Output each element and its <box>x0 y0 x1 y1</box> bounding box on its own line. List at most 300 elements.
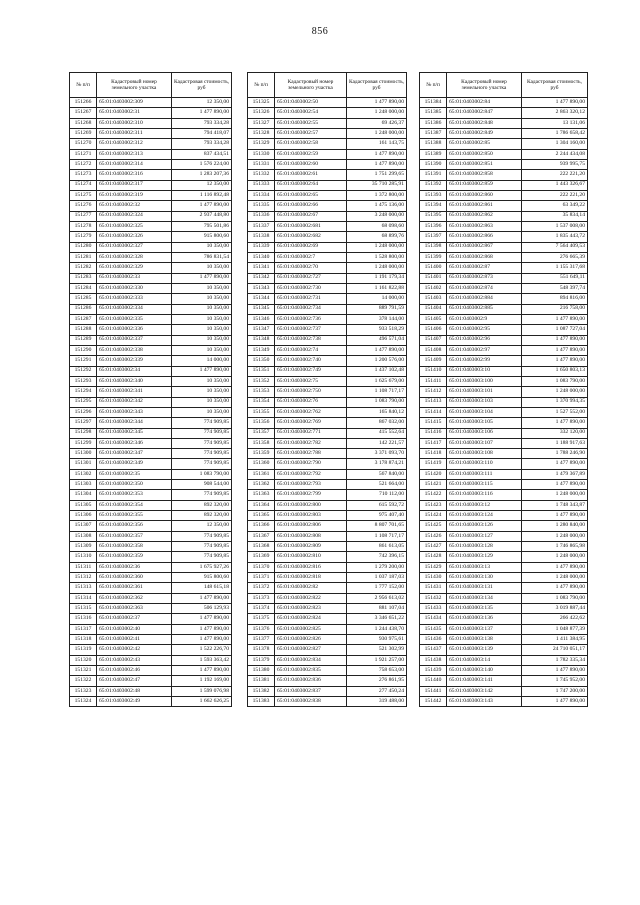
cadastral-value: 1 835 443,72 <box>522 232 588 242</box>
table-row <box>248 201 407 211</box>
table-row <box>70 469 232 479</box>
cadastral-number: 65:01:0403002:9 <box>447 314 522 324</box>
row-number: 151289 <box>70 335 97 345</box>
row-number: 151302 <box>70 469 97 479</box>
cadastral-value: 894 816,00 <box>522 294 588 304</box>
cadastral-value: 1 037 187,03 <box>347 573 407 583</box>
cadastral-value: 1 662 626,25 <box>172 697 232 707</box>
row-number: 151378 <box>248 645 275 655</box>
cadastral-number: 65:01:0403002:849 <box>447 128 522 138</box>
table-row <box>248 666 407 676</box>
row-number: 151404 <box>420 304 447 314</box>
cadastral-number: 65:01:0403002:64 <box>275 180 347 190</box>
table-row <box>248 128 407 138</box>
header-number: № п/п <box>70 73 97 98</box>
row-number: 151426 <box>420 531 447 541</box>
cadastral-value: 933 518,29 <box>347 325 407 335</box>
cadastral-value: 1 116 892,48 <box>172 190 232 200</box>
cadastral-value: 319 488,00 <box>347 697 407 707</box>
table-row <box>70 345 232 355</box>
cadastral-value: 2 244 434,08 <box>522 149 588 159</box>
cadastral-number: 65:01:0403002:858 <box>447 170 522 180</box>
cadastral-value: 1 108 717,17 <box>347 387 407 397</box>
cadastral-number: 65:01:0403002:354 <box>97 500 172 510</box>
table-row <box>70 655 232 665</box>
cadastral-value: 915 800,60 <box>172 573 232 583</box>
cadastral-value: 1 527 552,00 <box>522 407 588 417</box>
cadastral-number: 65:01:0403002:361 <box>97 583 172 593</box>
row-number: 151429 <box>420 562 447 572</box>
row-number: 151361 <box>248 469 275 479</box>
cadastral-value: 710 112,00 <box>347 490 407 500</box>
table-row <box>420 480 588 490</box>
row-number: 151356 <box>248 418 275 428</box>
row-number: 151329 <box>248 139 275 149</box>
cadastral-number: 65:01:0403002:54 <box>275 108 347 118</box>
cadastral-number: 65:01:0403003:13 <box>447 562 522 572</box>
table-row <box>420 428 588 438</box>
row-number: 151288 <box>70 325 97 335</box>
row-number: 151386 <box>420 118 447 128</box>
cadastral-number: 65:01:0403002:34 <box>97 366 172 376</box>
table-row <box>70 314 232 324</box>
row-number: 151420 <box>420 469 447 479</box>
row-number: 151291 <box>70 356 97 366</box>
cadastral-value: 12 350,00 <box>172 98 232 108</box>
cadastral-number: 65:01:0403002:69 <box>275 242 347 252</box>
table-row <box>248 449 407 459</box>
row-number: 151321 <box>70 666 97 676</box>
cadastral-number: 65:01:0403003:124 <box>447 511 522 521</box>
row-number: 151311 <box>70 562 97 572</box>
cadastral-number: 65:01:0403002:873 <box>447 273 522 283</box>
cadastral-value: 1 782 335,34 <box>522 655 588 665</box>
cadastral-value: 10 350,00 <box>172 335 232 345</box>
cadastral-value: 567 840,00 <box>347 469 407 479</box>
row-number: 151308 <box>70 531 97 541</box>
table-row <box>70 438 232 448</box>
row-number: 151315 <box>70 604 97 614</box>
cadastral-value: 1 477 890,00 <box>522 666 588 676</box>
table-row <box>248 294 407 304</box>
cadastral-number: 65:01:0403002:43 <box>97 655 172 665</box>
row-number: 151423 <box>420 500 447 510</box>
cadastral-number: 65:01:0403002:362 <box>97 593 172 603</box>
table-row <box>70 635 232 645</box>
cadastral-value: 1 200 576,00 <box>347 356 407 366</box>
cadastral-value: 14 000,00 <box>172 356 232 366</box>
table-row <box>70 676 232 686</box>
cadastral-value: 1 477 890,00 <box>522 459 588 469</box>
cadastral-number: 65:01:0403002:311 <box>97 128 172 138</box>
row-number: 151266 <box>70 98 97 108</box>
row-number: 151355 <box>248 407 275 417</box>
cadastral-number: 65:01:0403003:134 <box>447 593 522 603</box>
cadastral-value: 1 248 000,00 <box>522 573 588 583</box>
cadastral-value: 1 477 890,00 <box>522 697 588 707</box>
row-number: 151364 <box>248 500 275 510</box>
row-number: 151431 <box>420 583 447 593</box>
table-row <box>248 139 407 149</box>
cadastral-value: 1 248 000,00 <box>347 263 407 273</box>
table-row <box>70 428 232 438</box>
row-number: 151436 <box>420 635 447 645</box>
cadastral-value: 276 861,95 <box>347 676 407 686</box>
row-number: 151300 <box>70 449 97 459</box>
table-row <box>248 459 407 469</box>
cadastral-number: 65:01:0403002:328 <box>97 252 172 262</box>
row-number: 151347 <box>248 325 275 335</box>
row-number: 151301 <box>70 459 97 469</box>
row-number: 151267 <box>70 108 97 118</box>
cadastral-number: 65:01:0403002:58 <box>275 139 347 149</box>
cadastral-number: 65:01:0403003:136 <box>447 614 522 624</box>
cadastral-number: 65:01:0403003:100 <box>447 376 522 386</box>
table-row <box>248 159 407 169</box>
row-number: 151295 <box>70 397 97 407</box>
cadastral-number: 65:01:0403002:342 <box>97 397 172 407</box>
table-row <box>70 521 232 531</box>
cadastral-number: 65:01:0403003:127 <box>447 531 522 541</box>
cadastral-number: 65:01:0403003:116 <box>447 490 522 500</box>
cadastral-number: 65:01:0403002:340 <box>97 376 172 386</box>
cadastral-value: 1 248 000,00 <box>347 108 407 118</box>
cadastral-number: 65:01:0403002:355 <box>97 511 172 521</box>
table-row <box>420 314 588 324</box>
row-number: 151282 <box>70 263 97 273</box>
row-number: 151385 <box>420 108 447 118</box>
cadastral-number: 65:01:0403002:309 <box>97 98 172 108</box>
cadastral-value: 63 349,22 <box>522 201 588 211</box>
row-number: 151441 <box>420 686 447 696</box>
cadastral-number: 65:01:0403002:825 <box>275 624 347 634</box>
cadastral-number: 65:01:0403002:344 <box>97 418 172 428</box>
table-row <box>420 666 588 676</box>
cadastral-value: 1 248 000,00 <box>347 242 407 252</box>
cadastral-value: 8 807 701,65 <box>347 521 407 531</box>
cadastral-value: 774 909,85 <box>172 459 232 469</box>
cadastral-value: 1 522 226,70 <box>172 645 232 655</box>
table-row <box>248 511 407 521</box>
table-row <box>420 686 588 696</box>
cadastral-number: 65:01:0403002:810 <box>275 552 347 562</box>
table-row <box>420 325 588 335</box>
page-number: 856 <box>311 26 329 37</box>
cadastral-value: 1 477 890,00 <box>172 635 232 645</box>
row-number: 151303 <box>70 480 97 490</box>
row-number: 151326 <box>248 108 275 118</box>
table-row <box>420 418 588 428</box>
table-row <box>70 242 232 252</box>
cadastral-number: 65:01:0403003:137 <box>447 624 522 634</box>
cadastral-value: 774 909,85 <box>172 542 232 552</box>
cadastral-value: 892 320,00 <box>172 500 232 510</box>
table-row <box>248 314 407 324</box>
cadastral-number: 65:01:0403002:55 <box>275 118 347 128</box>
row-number: 151358 <box>248 438 275 448</box>
table-row <box>248 697 407 707</box>
cadastral-number: 65:01:0403002:36 <box>97 562 172 572</box>
cadastral-value: 69 426,37 <box>347 118 407 128</box>
table-row <box>420 242 588 252</box>
row-number: 151312 <box>70 573 97 583</box>
table-row <box>70 232 232 242</box>
table-row <box>420 614 588 624</box>
row-number: 151323 <box>70 686 97 696</box>
cadastral-number: 65:01:0403002:782 <box>275 438 347 448</box>
cadastral-number: 65:01:0403002:771 <box>275 428 347 438</box>
cadastral-number: 65:01:0403002:793 <box>275 480 347 490</box>
table-row <box>248 418 407 428</box>
table-row <box>420 108 588 118</box>
table-row <box>420 655 588 665</box>
row-number: 151299 <box>70 438 97 448</box>
row-number: 151338 <box>248 232 275 242</box>
cadastral-number: 65:01:0403002:727 <box>275 273 347 283</box>
cadastral-value: 10 350,00 <box>172 376 232 386</box>
cadastral-number: 65:01:0403003:128 <box>447 542 522 552</box>
cadastral-number: 65:01:0403002:61 <box>275 170 347 180</box>
table-row <box>70 252 232 262</box>
cadastral-value: 1 083 790,00 <box>522 593 588 603</box>
cadastral-number: 65:01:0403002:335 <box>97 314 172 324</box>
cadastral-value: 1 248 000,00 <box>522 531 588 541</box>
cadastral-number: 65:01:0403002:885 <box>447 304 522 314</box>
row-number: 151417 <box>420 438 447 448</box>
cadastral-value: 1 477 890,00 <box>172 366 232 376</box>
table-row <box>420 232 588 242</box>
table-row <box>248 232 407 242</box>
cadastral-number: 65:01:0403003:126 <box>447 521 522 531</box>
row-number: 151280 <box>70 242 97 252</box>
cadastral-number: 65:01:0403002:350 <box>97 480 172 490</box>
cadastral-number: 65:01:0403002:867 <box>447 242 522 252</box>
cadastral-number: 65:01:0403002:49 <box>97 697 172 707</box>
row-number: 151428 <box>420 552 447 562</box>
cadastral-number: 65:01:0403002:65 <box>275 190 347 200</box>
cadastral-number: 65:01:0403002:99 <box>447 356 522 366</box>
cadastral-number: 65:01:0403003:135 <box>447 604 522 614</box>
row-number: 151383 <box>248 697 275 707</box>
table-row <box>70 500 232 510</box>
row-number: 151330 <box>248 149 275 159</box>
row-number: 151410 <box>420 366 447 376</box>
cadastral-number: 65:01:0403002:681 <box>275 221 347 231</box>
cadastral-number: 65:01:0403002:823 <box>275 604 347 614</box>
table-row <box>420 201 588 211</box>
row-number: 151368 <box>248 542 275 552</box>
row-number: 151415 <box>420 418 447 428</box>
cadastral-number: 65:01:0403002:790 <box>275 459 347 469</box>
cadastral-number: 65:01:0403002:847 <box>447 108 522 118</box>
table-row <box>420 128 588 138</box>
cadastral-number: 65:01:0403002:95 <box>447 325 522 335</box>
table-row <box>70 356 232 366</box>
row-number: 151424 <box>420 511 447 521</box>
cadastral-value: 216 758,00 <box>522 304 588 314</box>
table-row <box>70 325 232 335</box>
table-row <box>70 511 232 521</box>
header-cadastral-number: Кадастровый номер земельного участка <box>275 73 347 98</box>
table-row <box>70 221 232 231</box>
table-row <box>420 98 588 108</box>
cadastral-value: 774 909,85 <box>172 438 232 448</box>
cadastral-number: 65:01:0403003:101 <box>447 387 522 397</box>
row-number: 151349 <box>248 345 275 355</box>
table-row <box>248 252 407 262</box>
cadastral-number: 65:01:0403002:41 <box>97 635 172 645</box>
cadastral-value: 1 437 102,48 <box>347 366 407 376</box>
cadastral-value: 615 592,72 <box>347 500 407 510</box>
table-row <box>420 376 588 386</box>
table-row <box>248 98 407 108</box>
table-row <box>248 221 407 231</box>
row-number: 151377 <box>248 635 275 645</box>
table-row <box>248 397 407 407</box>
cadastral-value: 1 576 224,00 <box>172 159 232 169</box>
cadastral-number: 65:01:0403002:59 <box>275 149 347 159</box>
row-number: 151409 <box>420 356 447 366</box>
cadastral-number: 65:01:0403003:14 <box>447 655 522 665</box>
cadastral-value: 1 745 952,00 <box>522 676 588 686</box>
cadastral-number: 65:01:0403002:327 <box>97 242 172 252</box>
cadastral-number: 65:01:0403003:107 <box>447 438 522 448</box>
row-number: 151297 <box>70 418 97 428</box>
header-cadastral-value: Кадастровая стоимость, руб <box>522 73 588 98</box>
row-number: 151310 <box>70 552 97 562</box>
row-number: 151384 <box>420 98 447 108</box>
cadastral-value: 161 143,75 <box>347 139 407 149</box>
table-row <box>70 418 232 428</box>
table-row <box>420 407 588 417</box>
cadastral-number: 65:01:0403002:313 <box>97 149 172 159</box>
table-row <box>248 335 407 345</box>
cadastral-value: 1 777 152,00 <box>347 583 407 593</box>
row-number: 151284 <box>70 283 97 293</box>
cadastral-value: 10 350,00 <box>172 294 232 304</box>
table-row <box>70 604 232 614</box>
header-cadastral-number: Кадастровый номер земельного участка <box>97 73 172 98</box>
header-number: № п/п <box>248 73 275 98</box>
table-row <box>248 428 407 438</box>
row-number: 151400 <box>420 263 447 273</box>
cadastral-number: 65:01:0403002:859 <box>447 180 522 190</box>
cadastral-number: 65:01:0403002:343 <box>97 407 172 417</box>
cadastral-value: 1 443 326,67 <box>522 180 588 190</box>
table-row <box>248 438 407 448</box>
row-number: 151351 <box>248 366 275 376</box>
row-number: 151292 <box>70 366 97 376</box>
row-number: 151422 <box>420 490 447 500</box>
cadastral-value: 2 863 320,12 <box>522 108 588 118</box>
table-row <box>420 304 588 314</box>
cadastral-value: 1 746 865,98 <box>522 542 588 552</box>
cadastral-value: 10 350,00 <box>172 283 232 293</box>
row-number: 151359 <box>248 449 275 459</box>
cadastral-value: 521 664,00 <box>347 480 407 490</box>
cadastral-value: 1 477 890,00 <box>522 562 588 572</box>
row-number: 151403 <box>420 294 447 304</box>
table-row <box>70 624 232 634</box>
table-row <box>248 387 407 397</box>
table-row <box>248 542 407 552</box>
row-number: 151337 <box>248 221 275 231</box>
row-number: 151269 <box>70 128 97 138</box>
cadastral-number: 65:01:0403003:106 <box>447 428 522 438</box>
cadastral-value: 774 909,85 <box>172 418 232 428</box>
row-number: 151363 <box>248 490 275 500</box>
cadastral-value: 861 613,05 <box>347 542 407 552</box>
cadastral-number: 65:01:0403002:57 <box>275 128 347 138</box>
row-number: 151316 <box>70 614 97 624</box>
cadastral-value: 2 937 448,80 <box>172 211 232 221</box>
cadastral-number: 65:01:0403002:824 <box>275 614 347 624</box>
table-row <box>70 686 232 696</box>
cadastral-number: 65:01:0403002:325 <box>97 221 172 231</box>
cadastral-number: 65:01:0403002:317 <box>97 180 172 190</box>
row-number: 151318 <box>70 635 97 645</box>
cadastral-value: 1 477 890,00 <box>522 335 588 345</box>
table-row <box>70 459 232 469</box>
table-row <box>420 593 588 603</box>
cadastral-number: 65:01:0403002:347 <box>97 449 172 459</box>
table-row <box>420 263 588 273</box>
cadastral-value: 892 320,00 <box>172 511 232 521</box>
cadastral-number: 65:01:0403002:851 <box>447 159 522 169</box>
cadastral-value: 10 350,00 <box>172 387 232 397</box>
row-number: 151394 <box>420 201 447 211</box>
table-row <box>70 583 232 593</box>
cadastral-number: 65:01:0403002:46 <box>97 666 172 676</box>
cadastral-number: 65:01:0403002:730 <box>275 283 347 293</box>
table-row <box>70 180 232 190</box>
cadastral-number: 65:01:0403002:48 <box>97 686 172 696</box>
cadastral-number: 65:01:0403003:143 <box>447 697 522 707</box>
table-row <box>70 118 232 128</box>
cadastral-value: 1 477 890,00 <box>172 666 232 676</box>
row-number: 151432 <box>420 593 447 603</box>
cadastral-value: 794 418,07 <box>172 128 232 138</box>
cadastral-value: 1 304 160,00 <box>522 139 588 149</box>
table-row <box>70 593 232 603</box>
row-number: 151442 <box>420 697 447 707</box>
table-row <box>70 190 232 200</box>
row-number: 151287 <box>70 314 97 324</box>
cadastral-value: 1 477 890,00 <box>522 345 588 355</box>
row-number: 151322 <box>70 676 97 686</box>
cadastral-value: 1 083 790,00 <box>172 469 232 479</box>
row-number: 151407 <box>420 335 447 345</box>
cadastral-value: 3 346 651,22 <box>347 614 407 624</box>
table-row <box>70 376 232 386</box>
table-row <box>248 211 407 221</box>
cadastral-number: 65:01:0403002:860 <box>447 190 522 200</box>
table-row <box>248 180 407 190</box>
row-number: 151276 <box>70 201 97 211</box>
table-row <box>70 273 232 283</box>
cadastral-value: 1 477 890,00 <box>522 511 588 521</box>
cadastral-value: 222 221,20 <box>522 170 588 180</box>
cadastral-number: 65:01:0403002:822 <box>275 593 347 603</box>
table-row <box>248 263 407 273</box>
table-row <box>420 469 588 479</box>
table-row <box>70 98 232 108</box>
cadastral-value: 1 188 917,63 <box>522 438 588 448</box>
cadastral-number: 65:01:0403003:131 <box>447 583 522 593</box>
cadastral-value: 1 477 890,00 <box>522 418 588 428</box>
cadastral-number: 65:01:0403002:349 <box>97 459 172 469</box>
table-row <box>248 356 407 366</box>
